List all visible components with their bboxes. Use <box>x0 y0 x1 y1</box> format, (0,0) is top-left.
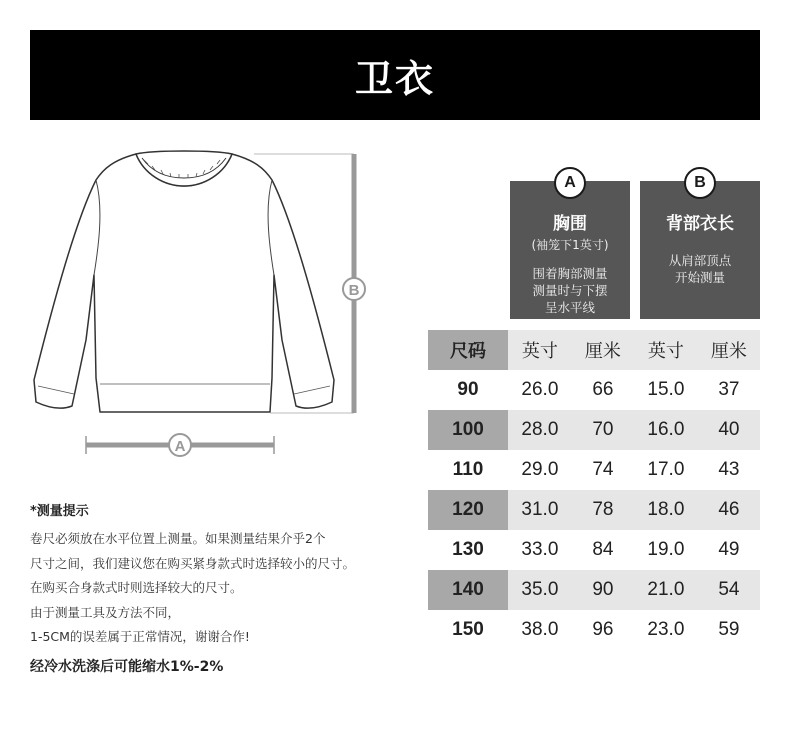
cell: 54 <box>698 570 760 610</box>
cell: 37 <box>718 379 740 400</box>
cell: 33.0 <box>521 539 559 560</box>
back-desc-line: 从肩部顶点 <box>668 253 732 268</box>
cell-size: 110 <box>452 459 484 480</box>
cell: 19.0 <box>647 539 685 560</box>
table-row <box>428 530 760 570</box>
chest-desc-line: 呈水平线 <box>544 300 595 315</box>
badge-a: A <box>554 167 586 199</box>
back-length-description <box>640 252 760 286</box>
size-table <box>428 330 760 650</box>
header-inch-a: 英寸 <box>508 330 572 370</box>
diagram-label-a: A <box>174 438 186 455</box>
header-cm-b: 厘米 <box>698 330 760 370</box>
cell-size: 90 <box>457 379 479 400</box>
table-row <box>428 450 760 490</box>
notes-title: *测量提示 <box>30 504 89 519</box>
measurement-notes <box>30 500 410 676</box>
chest-desc-line: 围着胸部测量 <box>532 266 608 281</box>
cell: 35.0 <box>508 570 572 610</box>
note-line: 在购买合身款式时则选择较大的尺寸。 <box>30 580 243 595</box>
table-header-row <box>428 330 760 370</box>
diagram-label-b: B <box>348 282 360 299</box>
cell-size: 140 <box>428 570 508 610</box>
cell: 46 <box>698 490 760 530</box>
chest-desc-line: 测量时与下摆 <box>532 283 608 298</box>
sweatshirt-diagram <box>24 140 374 460</box>
header-cm-a: 厘米 <box>572 330 634 370</box>
cell: 43 <box>718 459 740 480</box>
cell: 70 <box>572 410 634 450</box>
chest-description <box>510 265 630 316</box>
cell: 66 <box>592 379 614 400</box>
cell: 84 <box>592 539 614 560</box>
chest-card <box>510 174 630 319</box>
note-line: 由于测量工具及方法不同， <box>30 604 181 620</box>
chest-title: 胸围 <box>553 214 587 234</box>
shrinkage-note: 经冷水洗涤后可能缩水1%-2% <box>30 658 224 675</box>
cell-size: 120 <box>428 490 508 530</box>
table-row <box>428 610 760 650</box>
cell: 18.0 <box>634 490 698 530</box>
cell: 26.0 <box>521 379 559 400</box>
back-length-card <box>640 174 760 319</box>
table-row <box>428 370 760 410</box>
note-line: 卷尺必须放在水平位置上测量。如果测量结果介乎2个 <box>30 531 326 546</box>
back-desc-line: 开始测量 <box>674 270 725 285</box>
badge-b: B <box>684 167 716 199</box>
cell: 59 <box>718 619 740 640</box>
cell: 21.0 <box>634 570 698 610</box>
table-row <box>428 570 760 610</box>
cell-size: 100 <box>428 410 508 450</box>
header-inch-b: 英寸 <box>634 330 698 370</box>
cell: 49 <box>718 539 740 560</box>
cell: 16.0 <box>634 410 698 450</box>
back-length-title: 背部衣长 <box>666 214 734 234</box>
cell-size: 130 <box>452 539 484 560</box>
cell: 40 <box>698 410 760 450</box>
note-line: 1-5CM的误差属于正常情况，谢谢合作! <box>30 629 250 644</box>
cell: 38.0 <box>521 619 559 640</box>
cell: 31.0 <box>508 490 572 530</box>
cell: 17.0 <box>647 459 685 480</box>
cell: 28.0 <box>508 410 572 450</box>
cell: 74 <box>592 459 614 480</box>
header-size: 尺码 <box>428 330 508 370</box>
cell: 78 <box>572 490 634 530</box>
cell: 96 <box>592 619 614 640</box>
cell: 90 <box>572 570 634 610</box>
title-banner <box>30 30 760 120</box>
cell-size: 150 <box>452 619 484 640</box>
cell: 23.0 <box>647 619 685 640</box>
cell: 29.0 <box>521 459 559 480</box>
note-line: 尺寸之间，我们建议您在购买紧身款式时选择较小的尺寸。 <box>30 555 356 571</box>
cell: 15.0 <box>647 379 685 400</box>
chest-subtitle: (袖笼下1英寸) <box>531 238 609 252</box>
table-row <box>428 410 760 450</box>
page-title: 卫衣 <box>354 56 435 101</box>
table-row <box>428 490 760 530</box>
